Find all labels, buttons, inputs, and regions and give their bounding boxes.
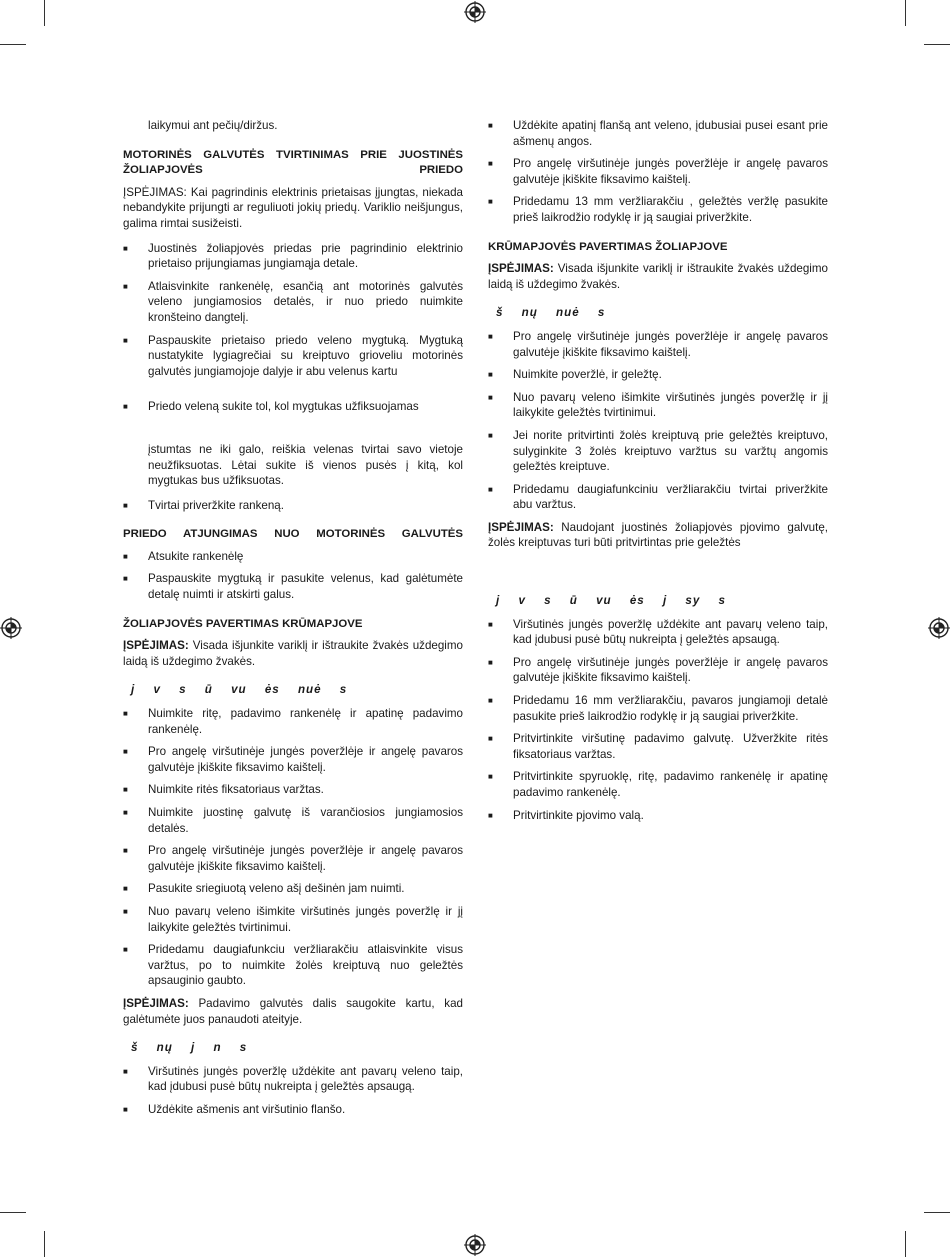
warning-paragraph: ĮSPĖJIMAS: Kai pagrindinis elektrinis prietaisas įjungtas, niekada nebandykite prijungti ar reguliuoti jokių priedų. Variklio neišjungus, galima rimtai susižeisti.: [123, 185, 463, 230]
remove-head-list: [123, 706, 463, 989]
list-item: ■ Nuimkite ritės fiksatoriaus varžtas.: [123, 782, 463, 798]
warning-text: Padavimo galvutės dalis saugokite kartu, kad galėtumėte juos panaudoti ateityje.: [123, 996, 463, 1026]
crop-mark-top-left-h: [0, 44, 26, 45]
list-item: ■ Jei norite pritvirtinti žolės kreiptuvą prie geležtės kreiptuvo, sulyginkite 3 žolės kreiptuvo varžtus su varžtų angomis geležtės kreiptuve.: [488, 428, 828, 475]
crop-mark-top-right-h: [924, 44, 950, 45]
list-item: ■ Nuimkite poveržlė, ir geležtę.: [488, 367, 828, 383]
list-item: ■ Pro angelę viršutinėje jungės poveržlėje ir angelę pavaros galvutėje įkiškite fiksavimo kaištelį.: [488, 329, 828, 360]
blade-steps-list: [488, 118, 828, 226]
list-item: ■ Pridedamu daugiafunkciu veržliarakčiu atlaisvinkite visus varžtus, po to nuimkite žolės kreiptuvą nuo geležtės apsauginio gaubto.: [123, 942, 463, 989]
list-item: ■ Pro angelę viršutinėje jungės poveržlėje ir angelę pavaros galvutėje įkiškite fiksavimo kaištelį.: [123, 744, 463, 775]
crop-mark-top-left-v: [44, 0, 45, 26]
spacer: [123, 422, 463, 442]
registration-mark-top-icon: [464, 1, 486, 23]
list-item: ■ Atlaisvinkite rankenėlę, esančią ant motorinės galvutės veleno jungiamosios detalės, ir nuo priedo nuimkite kronšteino dangtelį.: [123, 279, 463, 326]
tighten-list: [123, 498, 463, 514]
subheading-remove-head: j v s ū vu ės nuė s: [131, 683, 348, 697]
heading-detach: PRIEDO ATJUNGIMAS NUO MOTORINĖS GALVUTĖS: [123, 528, 463, 541]
install-head-list: [488, 617, 828, 824]
warning-text: Naudojant juostinės žoliapjovės pjovimo galvutę, žolės kreiptuvas turi būti pritvirtintas prie geležtės: [488, 520, 828, 550]
registration-mark-left-icon: [0, 617, 22, 639]
list-item: ■ Tvirtai priveržkite rankeną.: [123, 498, 463, 514]
list-item: ■ Pridedamu 13 mm veržliarakčiu , geležtės veržlę pasukite prieš laikrodžio rodyklę ir ją saugiai priveržkite.: [488, 194, 828, 225]
heading-brushcutter-to-trimmer: KRŪMAPJOVĖS PAVERTIMAS ŽOLIAPJOVE: [488, 240, 728, 253]
heading-trimmer-to-brushcutter: ŽOLIAPJOVĖS PAVERTIMAS KRŪMAPJOVE: [123, 617, 363, 630]
subheading-install-blade: š nų j n s: [131, 1041, 248, 1055]
registration-mark-bottom-icon: [464, 1234, 486, 1256]
warning-label: ĮSPĖJIMAS:: [123, 639, 189, 653]
subheading-remove-blade: š nų nuė s: [496, 306, 606, 320]
left-column: [123, 118, 463, 1125]
crop-mark-top-right-v: [905, 0, 906, 26]
list-item: ■ Nuimkite ritę, padavimo rankenėlę ir apatinę padavimo rankenėlę.: [123, 706, 463, 737]
list-item: ■ Juostinės žoliapjovės priedas prie pagrindinio elektrinio prietaiso prijungiamas jungiamąja detale.: [123, 241, 463, 272]
right-column: [488, 118, 828, 830]
warning-text: Visada išjunkite variklį ir ištraukite žvakės uždegimo laidą iš uždegimo žvakės.: [488, 262, 828, 291]
warning-paragraph: [488, 261, 828, 292]
warning-label: ĮSPĖJIMAS:: [488, 520, 554, 534]
install-blade-list: [123, 1064, 463, 1118]
detach-steps-list: [123, 549, 463, 603]
list-item: ■ Atsukite rankenėlę: [123, 549, 463, 565]
crop-mark-bottom-left-v: [44, 1231, 45, 1257]
list-item: ■ Priedo veleną sukite tol, kol mygtukas užfiksuojamas: [123, 399, 463, 415]
list-item: ■ Pridedamu 16 mm veržliarakčiu, pavaros jungiamoji detalė pasukite prieš laikrodžio rodyklę ir ją saugiai priveržkite.: [488, 693, 828, 724]
list-item: ■ Pritvirtinkite viršutinę padavimo galvutę. Užveržkite ritės fiksatoriaus varžtas.: [488, 731, 828, 762]
crop-mark-bottom-right-v: [905, 1231, 906, 1257]
warning-paragraph: [123, 996, 463, 1027]
warning-paragraph: [123, 638, 463, 669]
subheading-install-head: j v s ū vu ės j sy s: [496, 594, 726, 608]
list-item: ■ Pridedamu daugiafunkciniu veržliarakčiu tvirtai priveržkite abu varžtus.: [488, 482, 828, 513]
list-item: ■ Uždėkite ašmenis ant viršutinio flanšo.: [123, 1102, 463, 1118]
list-item: ■ Pasukite sriegiuotą veleno ašį dešinėn jam nuimti.: [123, 881, 463, 897]
list-item: ■ Viršutinės jungės poveržlę uždėkite ant pavarų veleno taip, kad įdubusi pusė būtų nukreipta į geležtės apsaugą.: [488, 617, 828, 648]
list-item: ■ Pro angelę viršutinėje jungės poveržlėje ir angelę pavaros galvutėje įkiškite fiksavimo kaištelį.: [123, 843, 463, 874]
spacer: [488, 560, 828, 580]
remove-blade-list: [488, 329, 828, 513]
heading-motor-head-attach: MOTORINĖS GALVUTĖS TVIRTINIMAS PRIE JUOSTINĖS ŽOLIAPJOVĖS PRIEDO: [123, 148, 463, 177]
warning-paragraph: [488, 520, 828, 551]
warning-text: Visada išjunkite variklį ir ištraukite žvakės uždegimo laidą iš uždegimo žvakės.: [123, 639, 463, 668]
lock-note-paragraph: įstumtas ne iki galo, reiškia velenas tvirtai savo vietoje neužfiksuotas. Lėtai sukite iš vienos pusės į kitą, kol mygtukas bus užfiksuotas.: [148, 442, 463, 488]
registration-mark-right-icon: [928, 617, 950, 639]
list-item: ■ Pro angelę viršutinėje jungės poveržlėje ir angelę pavaros galvutėje įkiškite fiksavimo kaištelį.: [488, 156, 828, 187]
list-item: ■ Viršutinės jungės poveržlę uždėkite ant pavarų veleno taip, kad įdubusi pusė būtų nukreipta į geležtės apsaugą.: [123, 1064, 463, 1095]
list-item: ■ Pro angelę viršutinėje jungės poveržlėje ir angelę pavaros galvutėje įkiškite fiksavimo kaištelį.: [488, 655, 828, 686]
warning-label: ĮSPĖJIMAS:: [488, 262, 554, 276]
list-item: ■ Pritvirtinkite pjovimo valą.: [488, 808, 828, 824]
list-item: ■ Uždėkite apatinį flanšą ant veleno, įdubusiai pusei esant prie ašmenų angos.: [488, 118, 828, 149]
list-item: ■ Pritvirtinkite spyruoklę, ritę, padavimo rankenėlę ir apatinę padavimo rankenėlę.: [488, 769, 828, 800]
crop-mark-bottom-left-h: [0, 1212, 26, 1213]
list-item: ■ Paspauskite mygtuką ir pasukite velenus, kad galėtumėte detalę nuimti ir atskirti galus.: [123, 571, 463, 602]
list-item: ■ Nuimkite juostinę galvutę iš varančiosios jungiamosios detalės.: [123, 805, 463, 836]
list-item: ■ Paspauskite prietaiso priedo veleno mygtuką. Mygtuką nustatykite lygiagrečiai su kreiptuvo grioveliu motorinės galvutės jungiamojoje dalyje ir abu velenus kartu: [123, 333, 463, 380]
crop-mark-bottom-right-h: [924, 1212, 950, 1213]
continuation-paragraph: laikymui ant pečių/diržus.: [148, 119, 278, 132]
attach-steps-list: [123, 241, 463, 415]
warning-label: ĮSPĖJIMAS:: [123, 996, 189, 1010]
list-item: ■ Nuo pavarų veleno išimkite viršutinės jungės poveržlę ir jį laikykite geležtės tvirtinimui.: [123, 904, 463, 935]
list-item: ■ Nuo pavarų veleno išimkite viršutinės jungės poveržlę ir jį laikykite geležtės tvirtinimui.: [488, 390, 828, 421]
